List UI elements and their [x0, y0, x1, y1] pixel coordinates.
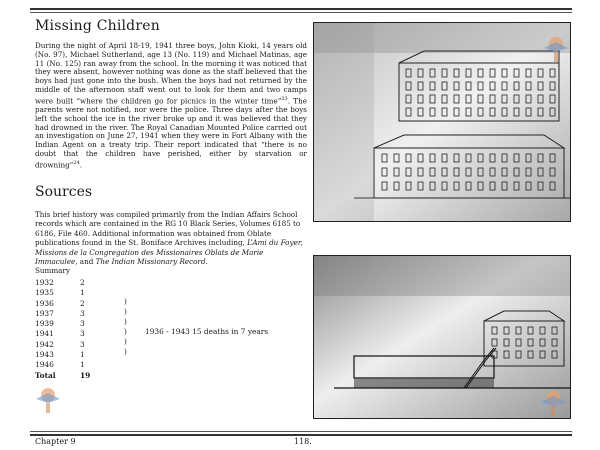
- publication-title: The Indian Missionary Record: [95, 257, 206, 267]
- year-cell: 1939: [35, 319, 54, 329]
- table-row: [35, 371, 125, 381]
- sources-title: Sources: [35, 184, 93, 200]
- table-row: [35, 340, 125, 350]
- eagle-logo-icon: [540, 388, 566, 418]
- bracket-mark: ): [124, 347, 127, 356]
- paragraph-text: During the night of April 18-19, 1941 three boys, John Kioki, 14 years old (No. 97), Michael Sutherland, age 13 (No. 119) and Michael Matinas, age 11 (No. 125) ran away from the school. In the morning it was noticed that they were absent, however nothing was done as the staff believed that the boys had just gone into the bush. When the boys had not returned by the middle of the afternoon staff went out to look for them and two camps were built “where the children go for picnics in the winter time”: [35, 41, 307, 106]
- top-rule: [30, 8, 572, 10]
- year-cell: 1937: [35, 308, 54, 318]
- bottom-rule: [30, 434, 572, 436]
- year-cell: 1932: [35, 278, 54, 287]
- table-row: [35, 360, 125, 370]
- year-cell: 1941: [35, 329, 54, 339]
- school-elevation-drawing: [313, 22, 571, 222]
- count-cell: 3: [80, 329, 85, 339]
- count-cell: 1: [80, 360, 85, 370]
- section-title: Missing Children: [35, 18, 160, 34]
- sources-text: .: [205, 257, 208, 267]
- table-row: [35, 329, 125, 339]
- summary-table: [35, 278, 125, 381]
- elevation-drawing-image: [314, 23, 570, 221]
- year-cell: Total: [35, 370, 56, 380]
- year-cell: 1943: [35, 350, 54, 360]
- year-cell: 1935: [35, 288, 54, 298]
- bracket-mark: ): [124, 327, 127, 336]
- section-drawing-image: [314, 256, 570, 418]
- paragraph-text: .: [79, 160, 83, 170]
- count-cell: 19: [80, 370, 91, 380]
- summary-note: 1936 - 1943 15 deaths in 7 years: [145, 327, 269, 336]
- bracket-mark: ): [124, 317, 127, 326]
- eagle-logo-icon: [35, 385, 61, 415]
- chapter-label: Chapter 9: [35, 437, 76, 446]
- table-row: [35, 309, 125, 319]
- top-rule-thin: [30, 12, 572, 13]
- count-cell: 1: [80, 350, 85, 360]
- body-paragraph: [35, 42, 307, 170]
- page-number: 118.: [294, 437, 312, 446]
- year-cell: 1942: [35, 339, 54, 349]
- count-cell: 3: [80, 308, 85, 318]
- bracket-mark: ): [124, 307, 127, 316]
- count-cell: 3: [80, 319, 85, 329]
- publication-title: L’Ami du Foyer, Missions de la Congregation des Missionaires Oblats de Marie Immaculee: [35, 238, 303, 267]
- sources-paragraph: [35, 210, 307, 276]
- bracket-mark: ): [124, 337, 127, 346]
- sources-text: This brief history was compiled primarily from the Indian Affairs School records which are contained in the RG 10 Black Series, Volumes 6185 to 6186, File 460. Additional information was obtained from Oblate publications found in the St. Boniface Archives including,: [35, 210, 301, 248]
- bottom-rule-thin: [30, 431, 572, 432]
- eagle-logo-icon: [543, 34, 569, 64]
- table-row: [35, 299, 125, 309]
- count-cell: 2: [80, 298, 85, 308]
- table-row: [35, 278, 125, 288]
- footnote-ref: 24: [73, 159, 80, 166]
- paragraph-text: . The parents were not notified, nor were the police. Three days after the boys left the school the ice in the river broke up and it was believed that they had drowned in the river. The Royal Canadian Mounted Police carried out an investigation on June 27, 1941 when they were in Fort Albany with the Indian Agent on a treaty trip. Their report indicated that “there is no doubt that the children have perished, either by starvation or drowning”: [35, 96, 307, 170]
- footnote-ref: 23: [281, 95, 288, 102]
- summary-label: Summary: [35, 266, 70, 276]
- year-cell: 1946: [35, 360, 54, 370]
- count-cell: 3: [80, 339, 85, 349]
- table-row: [35, 288, 125, 298]
- table-row: [35, 350, 125, 360]
- table-row: [35, 319, 125, 329]
- count-cell: 1: [80, 288, 85, 298]
- school-section-drawing: [313, 255, 571, 419]
- sources-text: , and: [75, 257, 94, 267]
- count-cell: 2: [80, 278, 85, 287]
- year-cell: 1936: [35, 298, 54, 308]
- bracket-mark: ): [124, 297, 127, 306]
